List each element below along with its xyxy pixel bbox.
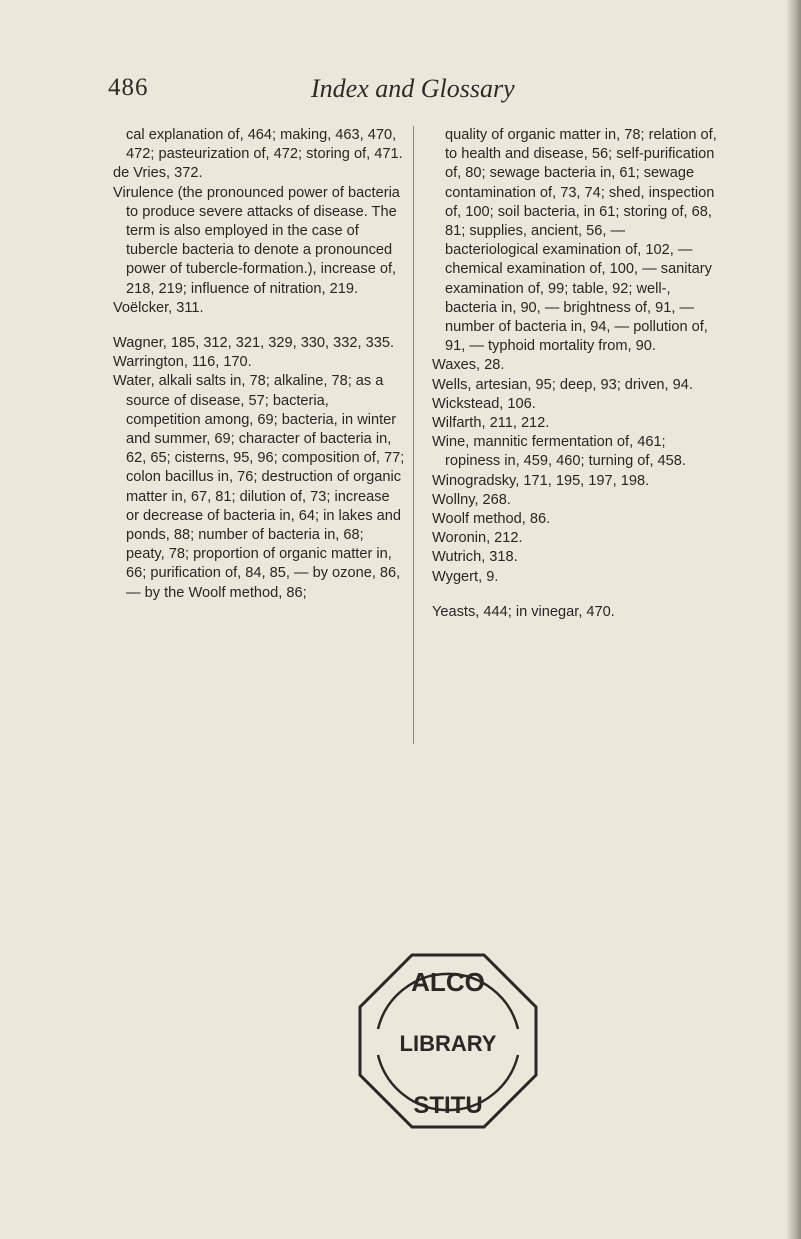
stamp-bottom-text: STITU <box>413 1092 483 1119</box>
index-entry: Wickstead, 106. <box>432 395 536 412</box>
stamp-center-text: LIBRARY <box>399 1031 497 1056</box>
index-entry: Waxes, 28. <box>432 357 505 374</box>
index-entry: Water, alkali salts in, 78; alkaline, 78; as a source of disease, 57; bacteria, competition among, 69; bacteria, in winter and summer, 69; character of bacteria in, 62, 65; cisterns, 95, 96; composition of, 77; colon bacillus in, 76; destruction of organic matter in, 67, 81; dilution of, 73; increase or decrease of bacteria in, 64; in lakes and ponds, 88; number of bacteria in, 68; peaty, 78; proportion of organic matter in, 66; purification of, 84, 85, — by ozone, 86, — by the Woolf method, 86; <box>113 373 405 601</box>
index-column-left <box>113 126 405 603</box>
index-entry: Wilfarth, 211, 212. <box>432 415 550 432</box>
library-stamp <box>352 947 544 1133</box>
index-entry: Woronin, 212. <box>432 530 523 547</box>
index-entry: Yeasts, 444; in vinegar, 470. <box>432 603 615 620</box>
index-entry: Wollny, 268. <box>432 491 511 508</box>
index-entry: Wine, mannitic fermentation of, 461; ropiness in, 459, 460; turning of, 458. <box>432 434 686 470</box>
page-header <box>108 74 668 114</box>
page-edge-shadow <box>787 0 801 1239</box>
index-entry: Woolf method, 86. <box>432 511 551 528</box>
index-entry: cal explanation of, 464; making, 463, 470, 472; pasteurization of, 472; storing of, 471. <box>126 127 403 163</box>
index-entry: quality of organic matter in, 78; relation of, to health and disease, 56; self-purification of, 80; sewage bacteria in, 61; sewage contamination of, 73, 74; shed, inspection of, 100; soil bacteria, in 61; storing of, 68, 81; supplies, ancient, 56, — bacteriological examination of, 102, — chemical examination of, 100, — sanitary examination of, 99; table, 92; well-, bacteria in, 90, — brightness of, 91, — number of bacteria in, 94, — pollution of, 91, — typhoid mortality from, 90. <box>445 127 717 355</box>
section-gap <box>432 587 717 603</box>
index-entry: Warrington, 116, 170. <box>113 354 252 371</box>
index-entry: Voëlcker, 311. <box>113 299 204 316</box>
page-number: 486 <box>108 74 149 101</box>
index-entry: Winogradsky, 171, 195, 197, 198. <box>432 472 650 489</box>
column-divider <box>413 126 414 744</box>
index-entry: Wutrich, 318. <box>432 549 518 566</box>
index-entry: Virulence (the pronounced power of bacteria to produce severe attacks of disease. The term is also employed in the case of tubercle bacteria to denote a pronounced power of tubercle-formation.), increase of, 218, 219; influence of nitration, 219. <box>113 184 400 297</box>
library-stamp-graphic <box>352 947 544 1133</box>
index-column-right <box>432 126 717 622</box>
index-entry: Wells, artesian, 95; deep, 93; driven, 94. <box>432 376 693 393</box>
running-title: Index and Glossary <box>311 74 515 103</box>
index-entry: Wagner, 185, 312, 321, 329, 330, 332, 335. <box>113 335 395 352</box>
index-entry: Wygert, 9. <box>432 568 499 585</box>
stamp-top-text: ALCO <box>411 967 485 997</box>
section-gap <box>113 318 405 334</box>
index-entry: de Vries, 372. <box>113 165 203 182</box>
